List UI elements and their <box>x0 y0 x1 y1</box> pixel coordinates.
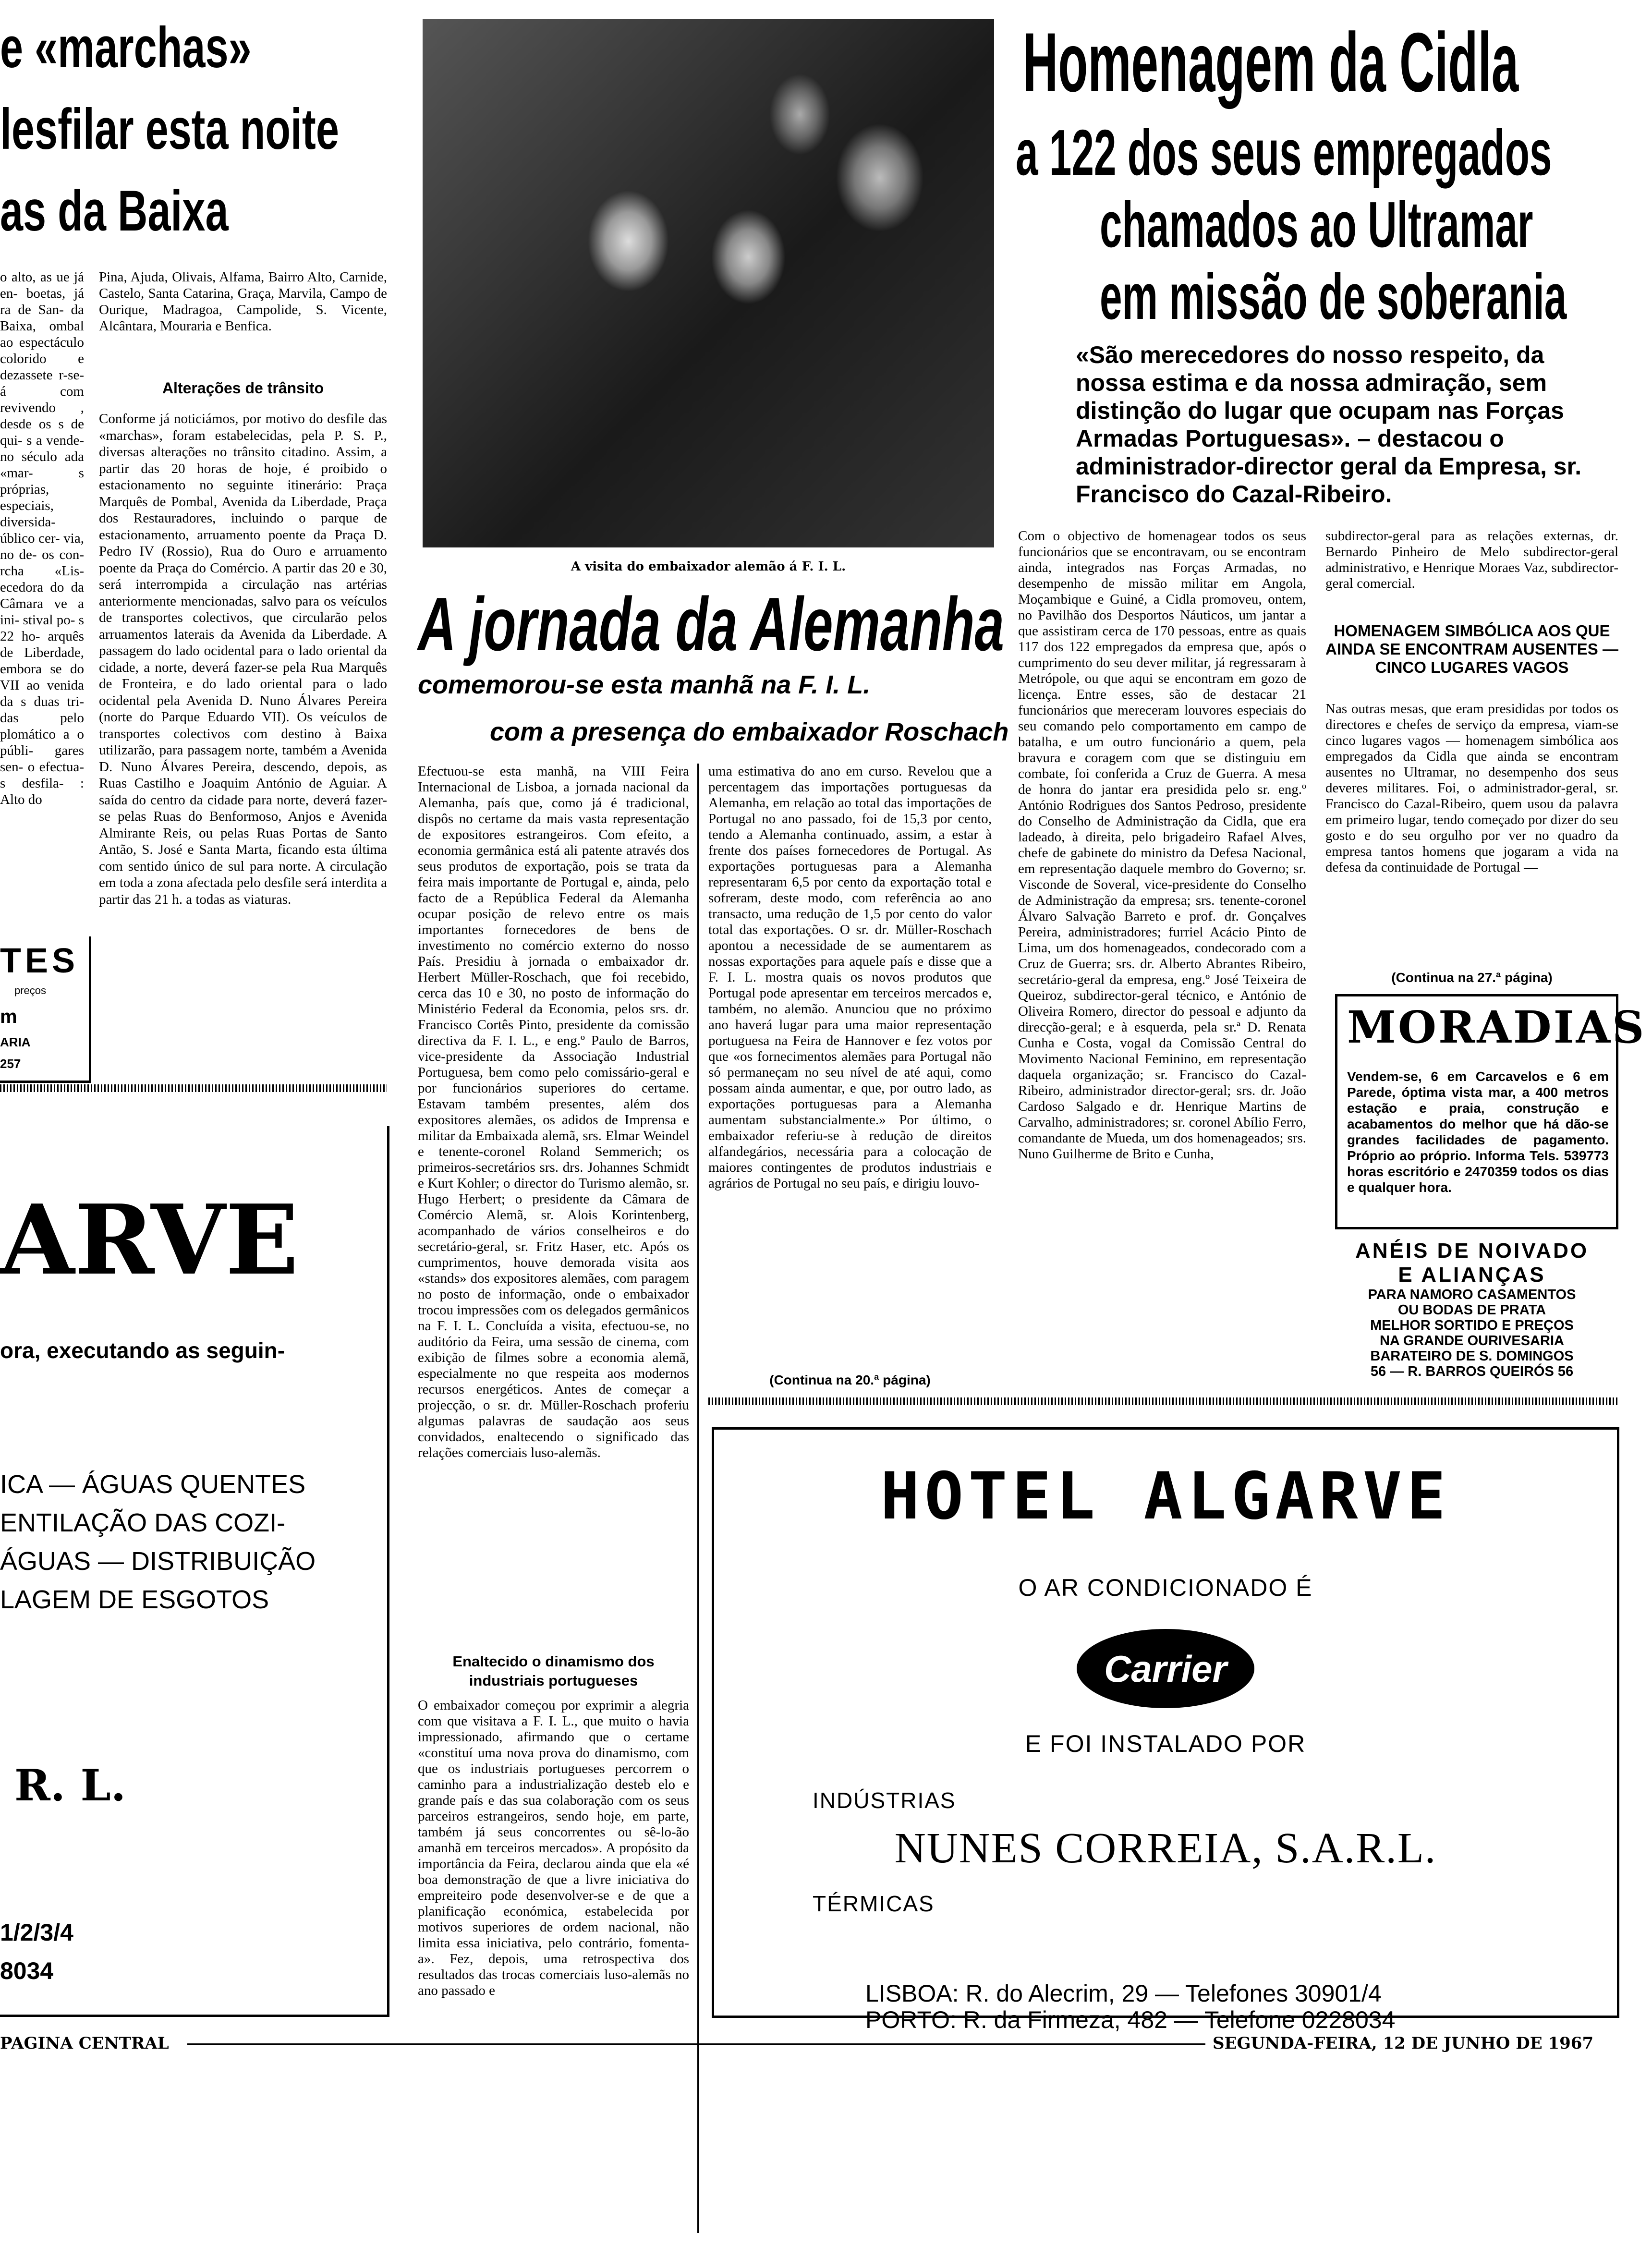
right-column-2-body: Nas outras mesas, que eram presididas por todos os directores e chefes de serviço da empresa, viam-se cinco lugares vagos — homenagem simbólica aos empregados da Cidla que ainda se encontram ausentes no Ultramar, no desempenho dos seus deveres militares. Foi, o administrador-geral, sr. Francisco do Cazal-Ribeiro, quem usou da palavra em primeiro lugar, tendo começado por dizer do seu gosto e do seu orgulho por ver no quadro da empresa tantos homens que jogaram a vida na defesa da continuidade de Portugal — <box>1325 701 1618 875</box>
hotel-ad-industrias: INDÚSTRIAS <box>813 1788 956 1813</box>
carrier-logo-text: Carrier <box>1104 1648 1227 1690</box>
fragment-ad-line4: 257 <box>0 1057 21 1071</box>
center-column-2: uma estimativa do ano em curso. Revelou que a percentagem das importações portuguesas da Alemanha, em relação ao total das importações de Portugal no ano passado, foi de 15,3 por cento, tendo a Alemanha continuado, assim, a estar à frente dos países fornecedores de Portugal. As exportações portuguesas para a Alemanha representaram 6,5 por cento da exportação total e sofreram, deste modo, com referência ao ano transacto, uma redução de 1,5 por cento do valor total das exportações. O sr. dr. Müller-Roschach apontou a necessidade de se aumentarem as nossas exportações para aquele país e disse que a F. I. L. mostra quais os novos produtos que Portugal pode apresentar em terceiros mercados e, também, no alemão. Anunciou que no próximo ano haverá lugar para uma maior representação portuguesa na Feira de Hannover e fez votos por que «os fornecimentos alemães para Portugal não só permaneçam no seu nível de até aqui, como possam ainda aumentar, e que, por outro lado, as exportações portuguesas para a Alemanha aumentam substancialmente.» Por último, o embaixador referiu-se à redução de direitos alfandegários, necessária para a colocação de maiores contingentes de produtos industriais e agrários de Portugal no seu país, e dirigiu louvo- <box>708 764 992 1191</box>
right-headline-4: em missão de soberania <box>1100 260 1567 333</box>
carrier-logo <box>1077 1629 1254 1708</box>
aneis-title-1: ANÉIS DE NOIVADO <box>1355 1239 1589 1263</box>
fragment-ad-line1: preços <box>14 984 47 996</box>
left-hatch-rule <box>0 1084 387 1092</box>
right-column-2-intro: subdirector-geral para as relações externas, dr. Bernardo Pinheiro de Melo subdirector-geral administrativo, e Henrique Moraes Vaz, subdirector-geral comercial. <box>1325 528 1618 591</box>
footer-date: SEGUNDA-FEIRA, 12 DE JUNHO DE 1967 <box>1213 2034 1594 2053</box>
right-subhead: «São merecedores do nosso respeito, da nossa estima e da nossa admiração, sem distinção do lugar que ocupam nas Forças Armadas Portuguesas». – destacou o administrador-director geral da Empresa, sr. Francisco do Cazal-Ribeiro. <box>1076 341 1582 508</box>
center-headline: A jornada da Alemanha <box>418 582 1004 667</box>
left-column-2-intro: Pina, Ajuda, Olivais, Alfama, Bairro Alto, Carnide, Castelo, Santa Catarina, Graça, Marvila, Campo de Ourique, Madragoa, Campolide, S. Vicente, Alcântara, Mouraria e Benfica. <box>99 269 387 334</box>
footer-left-label: PAGINA CENTRAL <box>0 2034 169 2053</box>
left-big-ad <box>0 1126 389 2017</box>
fragment-ad-line3: ARIA <box>0 1035 31 1049</box>
right-headline-2: a 122 dos seus empregados <box>1016 116 1552 189</box>
left-headline-1: e «marchas» <box>0 15 252 80</box>
left-ad-item-4: LAGEM DE ESGOTOS <box>0 1585 269 1614</box>
moradias-title: MORADIAS <box>1347 1001 1646 1053</box>
hotel-ad-line2: E FOI INSTALADO POR <box>1025 1730 1306 1757</box>
aneis-address <box>1325 1364 1618 1379</box>
center-column-divider <box>697 764 699 2233</box>
center-column-2-continued: (Continua na 20.ª página) <box>769 1372 931 1387</box>
left-ad-signature: R. L. <box>14 1760 126 1811</box>
aneis-address-num-1: 56 <box>1370 1364 1386 1379</box>
aneis-line-2: OU BODAS DE PRATA <box>1397 1302 1546 1318</box>
embassy-visit-photo <box>423 19 994 547</box>
hotel-ad-company: NUNES CORREIA, S.A.R.L. <box>894 1824 1437 1872</box>
right-column-2-continued: (Continua na 27.ª página) <box>1391 970 1553 985</box>
lisboa-label: LISBOA: <box>865 1980 959 2007</box>
right-column-1: Com o objectivo de homenagear todos os seus funcionários que se encontravam, ou se encontram ainda, integrados nas Forças Armadas, no desempenho de missão militar em Angola, Moçambique e Guiné, a Cidla promoveu, ontem, no Pavilhão dos Desportos Náuticos, um jantar a que assistiram cerca de 170 pessoas, entre as quais 117 dos 122 empregados da empresa que, após o cumprimento do seu dever militar, já regressaram à Metrópole, ou que aqui se encontram em gozo de licença. Entre esses, são de destacar 21 funcionários que mereceram louvores especiais do seu comando pelo comportamento em campo de batalha, e um outro funcionário a quem, pela bravura e coragem com que se distinguiu em combate, foi conferida a Cruz de Guerra. A mesa de honra do jantar era presidida pelo sr. eng.º António Rodrigues dos Santos Pedroso, presidente do Conselho de Administração da Cidla, que era ladeado, à direita, pelo brigadeiro Rafael Alves, chefe de gabinete do ministro da Defesa Nacional, em representação daquele membro do Governo; sr. Visconde de Soveral, vice-presidente do Conselho de Administração da empresa; srs. tenente-coronel Álvaro Salvação Barreto e prof. dr. Gonçalves Pereira, administradores; furriel Acácio Pinto de Lima, um dos homenageados, condecorado com a Cruz de Guerra; srs. dr. Alberto Abrantes Ribeiro, secretário-geral da empresa, eng.º José Teixeira de Queiroz, subdirector-geral técnico, e António de Oliveira Romero, director do pessoal e adjunto da direcção-geral; e à esquerda, pela sr.ª D. Renata Cunha e Costa, vogal da Comissão Central do Movimento Nacional Feminino, em representação daquela organização; sr. Francisco do Cazal-Ribeiro, administrador director-geral; srs. dr. João Cardoso Salgado e dr. Henrique Martins de Carvalho, administradores; sr. coronel Abílio Ferro, comandante de Mueda, um dos homenageados; srs. Nuno Guilherme de Brito e Cunha, <box>1018 528 1306 1162</box>
fragment-ad-line2: m <box>0 1006 17 1027</box>
aneis-line-4: NA GRANDE OURIVESARIA <box>1379 1333 1564 1348</box>
moradias-text: Vendem-se, 6 em Carcavelos e 6 em Parede, óptima vista mar, a 400 metros estação e praia, construção e acabamentos do melhor que há dão-se grandes facilidades de pagamento. Próprio ao próprio. Informa Tels. 539773 horas escritório e 2470359 todos os dias e qualquer hora. <box>1347 1069 1609 1195</box>
aneis-address-text: — R. BARROS QUEIRÓS <box>1390 1364 1554 1379</box>
center-column-1-heading: Enaltecido o dinamismo dos industriais portugueses <box>452 1653 655 1689</box>
aneis-line-5: BARATEIRO DE S. DOMINGOS <box>1370 1348 1574 1364</box>
left-ad-phone-2: 8034 <box>0 1957 54 1984</box>
hotel-ad-porto <box>865 2006 1395 2034</box>
left-ad-item-3: ÁGUAS — DISTRIBUIÇÃO <box>0 1547 316 1576</box>
left-headline-3: as da Baixa <box>0 179 229 243</box>
right-headline-3: chamados ao Ultramar <box>1100 188 1533 261</box>
moradias-ad <box>1335 994 1646 1229</box>
left-ad-title: ARVE <box>0 1184 299 1297</box>
aneis-title-2: E ALIANÇAS <box>1398 1263 1546 1287</box>
left-column-2-body: Conforme já noticiámos, por motivo do desfile das «marchas», foram estabelecidas, pela P. S. P., diversas alterações no trânsito citadino. Assim, a partir das 20 horas de hoje, é proibido o estacionamento no seguinte itinerário: Praça Marquês de Pombal, Avenida da Liberdade, Praça dos Restauradores, incluindo o parque de estacionamento, arruamento poente da Praça D. Pedro IV (Rossio), Rua do Ouro e arruamento poente da Praça do Comércio. A partir das 20 e 30, será interrompida a circulação nas artérias anteriormente mencionadas, salvo para os veículos de transportes colectivos, que circularão pelos arruamentos laterais da Avenida da Liberdade. A passagem do lado ocidental para o lado oriental da cidade, a norte, deverá fazer-se pela Rua Marquês de Fronteira, e do lado oriental para o lado ocidental pela Avenida D. Nuno Álvares Pereira (norte do Parque Eduardo VII). Os veículos de transportes colectivos com destino à Baixa utilizarão, para passagem norte, também a Avenida D. Nuno Álvares Pereira, descendo, depois, as Ruas Castilho e Joaquim António de Aguiar. A saída do centro da cidade para norte, deverá fazer-se pelas Ruas do Benformoso, Anjos e Avenida Almirante Reis, ou pelas Ruas Portas de Santo Antão, S. José e Santa Marta, ficando esta última com sentido único de sul para norte. A circulação em toda a zona afectada pelo desfile será interdita a partir das 21 h. a todas as viaturas. <box>99 411 387 907</box>
left-fragment-ad <box>0 936 91 1083</box>
aneis-address-num-2: 56 <box>1557 1364 1574 1379</box>
left-ad-item-2: ENTILAÇÃO DAS COZI- <box>0 1508 286 1537</box>
left-ad-phone-1: 1/2/3/4 <box>0 1919 73 1946</box>
left-ad-subtitle: ora, executando as seguin- <box>0 1338 285 1363</box>
center-subhead-1: comemorou-se esta manhã na F. I. L. <box>418 670 871 699</box>
hotel-ad-line1: O AR CONDICIONADO É <box>1018 1574 1313 1601</box>
lisboa-address: R. do Alecrim, 29 — Telefones 30901/4 <box>965 1980 1382 2007</box>
left-column-1: o alto, as ue já en- boetas, já ra de San- da Baixa, ombal ao espectáculo colorido e dezassete r-se-á com revivendo , desde os s de qui- s a vende- no século ada «mar- s próprias, especiais, diversida- úblico cer- via, no de- os con- rcha «Lis- ecedora do da Câmara ve a ini- stival po- s 22 ho- arquês de Liberdade, embora se do VII ao venida da s duas tri- das pelo plomático a o públi- gares sen- o efectua- s desfila- : Alto do <box>0 269 84 807</box>
right-column-2-heading: HOMENAGEM SIMBÓLICA AOS QUE AINDA SE ENCONTRAM AUSENTES — CINCO LUGARES VAGOS <box>1325 622 1618 676</box>
hotel-ad-termicas: TÉRMICAS <box>813 1891 935 1916</box>
left-column-2-heading: Alterações de trânsito <box>162 379 324 397</box>
photo-caption: A visita do embaixador alemão á F. I. L. <box>571 559 846 574</box>
aneis-line-3: MELHOR SORTIDO E PREÇOS <box>1370 1318 1574 1333</box>
hotel-algarve-ad <box>712 1427 1619 2033</box>
fragment-ad-title: TES <box>0 942 79 980</box>
center-subhead-2: com a presença do embaixador Roschach <box>490 717 1009 746</box>
hotel-ad-title: HOTEL ALGARVE <box>880 1458 1451 1534</box>
center-column-1: Efectuou-se esta manhã, na VIII Feira Internacional de Lisboa, a jornada nacional da Alemanha, país que, como já é tradicional, dispôs no certame da mais vasta representação de expositores estrangeiros. Com efeito, a economia germânica está ali patente através dos seus produtos de exportação, pois se trata da feira mais importante de Portugal e, ainda, pelo facto de a República Federal da Alemanha ocupar posição de relevo entre os mais importantes fornecedores de bens de investimento no comércio externo do nosso País. Presidiu à jornada o embaixador dr. Herbert Müller-Roschach, que foi recebido, cerca das 10 e 30, no posto de informação do Ministério Federal da Economia, pelos srs. dr. Francisco Cortês Pinto, presidente da comissão directiva da F. I. L., e eng.º Paulo de Barros, vice-presidente da Associação Industrial Portuguesa, bem como pelo comissário-geral e por funcionários superiores do certame. Estavam também presentes, além dos expositores alemães, os adidos de Imprensa e militar da Embaixada alemã, srs. Elmar Weindel e tenente-coronel Roland Semmerich; os primeiros-secretários srs. drs. Johannes Schmidt e Kurt Kohler; o director do Turismo alemão, sr. Hugo Herbert; o presidente da Câmara de Comércio Alemã, sr. Alois Korintenberg, acompanhado de vários conselheiros e do secretário-geral, sr. Fritz Haser, etc. Após os cumprimentos, houve demorada visita aos «stands» dos expositores alemães, com paragem no posto de informação, onde o embaixador trocou impressões com os delegados germânicos na F. I. L. Concluída a visita, efectuou-se, no auditório da Feira, uma sessão de cinema, com exibição de filmes sobre a economia alemã, especialmente no que respeita aos modernos recursos energéticos. Antes de começar a projecção, o sr. dr. Müller-Roschach proferiu algumas palavras de saudação aos seus convidados, enaltecendo o significado das relações comerciais luso-alemãs. <box>418 764 689 1460</box>
left-ad-item-1: ICA — ÁGUAS QUENTES <box>0 1470 306 1499</box>
center-column-1-body: O embaixador começou por exprimir a alegria com que visitava a F. I. L., que muito o havia impressionado, afirmando que o certame «constituí uma nova prova do dinamismo, com que os industriais portugueses percorrem o caminho para a industrialização desteb elo e grande país e das sua colaboração com os seus parceiros estrangeiros, sendo hoje, em parte, também já seus concorrentes ou sê-lo-ão amanhã em terceiros mercados». A propósito da importância da Feira, declarou ainda que ela «é boa demonstração de que a livre iniciativa do empreiteiro pode desenvolver-se e de que a planificação económica, estabelecida por motivos superiores de ordem nacional, não limita essa iniciativa, pelo contrário, fomenta-a». Fez, depois, uma retrospectiva dos resultados das trocas comerciais luso-alemãs no ano passado e <box>418 1698 689 1998</box>
right-headline-1: Homenagem da Cidla <box>1023 16 1519 109</box>
left-headline-2: lesfilar esta noite <box>0 97 339 161</box>
right-hatch-rule <box>708 1397 1618 1405</box>
porto-address: R. da Firmeza, 482 — Telefone 0228034 <box>963 2006 1396 2033</box>
hotel-ad-lisboa <box>865 1980 1382 2007</box>
footer-rule <box>187 2043 1205 2045</box>
porto-label: PORTO: <box>865 2006 957 2033</box>
aneis-ad <box>1325 1239 1618 1379</box>
aneis-line-1: PARA NAMORO CASAMENTOS <box>1368 1287 1576 1302</box>
